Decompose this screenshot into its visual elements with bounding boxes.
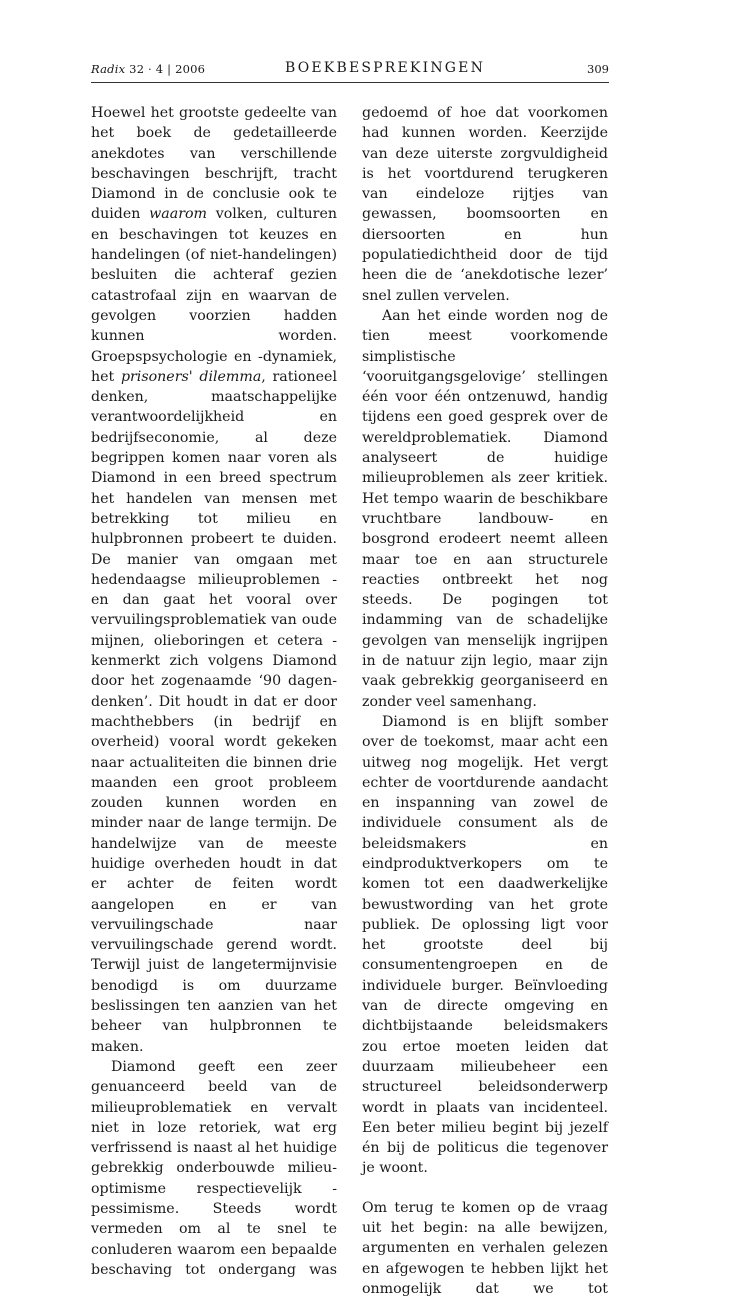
right-column: [362, 103, 608, 1299]
journal-issue: 32 · 4 | 2006: [129, 62, 206, 76]
emphasis: waarom: [149, 206, 207, 223]
paragraph: gedoemd of hoe dat voorkomen had kunnen worden. Keerzijde van deze uiterste zorgvuldigheid is het voortdurend terugkeren van eindeloze rijtjes van gewassen, boomsoorten en diersoorten en hun populatiedichtheid door de tijd heen die de ‘anekdotische lezer’ snel zullen vervelen.: [362, 105, 608, 304]
left-column: [91, 103, 337, 1280]
paragraph: Om terug te komen op de vraag uit het begin: na alle bewijzen, argumenten en verhalen gelezen en afgewogen te hebben lijkt het onmogelijk dat we tot: [362, 1199, 608, 1297]
paragraph-text: Hoewel het grootste gedeelte van het boek de gedetailleerde anekdotes van verschillende beschavingen beschrijft, tracht Diamond in de conclusie ook te duiden: [91, 105, 337, 223]
paragraph: Diamond geeft een zeer genuanceerd beeld van de milieuproblematiek en vervalt niet in loze retoriek, wat erg verfrissend is naast al het huidige gebrekkig onderbouwde milieu-optimisme respectievelijk -pessimisme. Steeds wordt vermeden om al te snel te conluderen waarom een bepaalde beschaving tot ondergang was: [91, 1058, 337, 1278]
paragraph-text: , rationeel denken, maatschappelijke verantwoordelijkheid en bedrijfseconomie, al deze begrippen komen naar voren als Diamond in een breed spectrum het handelen van mensen met betrekking tot milieu en hulpbronnen probeert te duiden. De manier van omgaan met hedendaagse milieuproblemen - en dan gaat het vooral over vervuilingsproblematiek van oude mijnen, olieboringen et cetera - kenmerkt zich volgens Diamond door het zogenaamde ‘90 dagen-denken’. Dit houdt in dat er door machthebbers (in bedrijf en overheid) vooral wordt gekeken naar actualiteiten die binnen drie maanden een groot probleem zouden kunnen worden en minder naar de lange termijn. De handelwijze van de meeste huidige overheden houdt in dat er achter de feiten wordt aangelopen en er van vervuilingschade naar vervuilingschade gerend wordt. Terwijl juist de langetermijnvisie benodigd is om duurzame beslissingen ten aanzien van het beheer van hulpbronnen te maken.: [91, 368, 337, 1055]
header-rule: [91, 82, 609, 83]
section-title-wrap: [91, 60, 609, 76]
paragraph: [91, 103, 337, 1057]
section-title: BOEKBESPREKINGEN: [284, 60, 486, 76]
journal-name: Radix: [91, 62, 126, 76]
paragraph: Aan het einde worden nog de tien meest voorkomende simplistische ‘vooruitgangsgelovige’ stellingen één voor één ontzenuwd, handig tijdens een goed gesprek over de wereldproblematiek. Diamond analyseert de huidige milieuproblemen als zeer kritiek. Het tempo waarin de beschikbare vruchtbare landbouw- en bosgrond erodeert neemt alleen maar toe en aan structurele reacties ontbreekt het nog steeds. De pogingen tot indamming van de schadelijke gevolgen van menselijk ingrijpen in de natuur zijn legio, maar zijn vaak gebrekkig georganiseerd en zonder veel samenhang.: [362, 307, 608, 710]
paragraph-text: volken, culturen en beschavingen tot keuzes en handelingen (of niet-handelingen) besluiten die achteraf gezien catastrofaal zijn en waarvan de gevolgen voorzien hadden kunnen worden. Groepspsychologie en -dynamiek, het: [91, 206, 338, 385]
page-number: 309: [587, 62, 609, 76]
emphasis: prisoners' dilemma: [120, 368, 262, 385]
running-header: [91, 60, 609, 80]
paragraph: Diamond is en blijft somber over de toekomst, maar acht een uitweg nog mogelijk. Het vergt echter de voortdurende aandacht en inspanning van zowel de individuele consument als de beleidsmakers en eindproduktverkopers om te komen tot een daadwerkelijke bewustwording van het grote publiek. De oplossing ligt voor het grootste deel bij consumentengroepen en de individuele burger. Beïnvloeding van de directe omgeving en dichtbijstaande beleidsmakers zou ertoe moeten leiden dat duurzaam milieubeheer een structureel beleidsonderwerp wordt in plaats van incidenteel. Een beter milieu begint bij jezelf én bij de politicus die tegenover je woont.: [362, 713, 608, 1177]
